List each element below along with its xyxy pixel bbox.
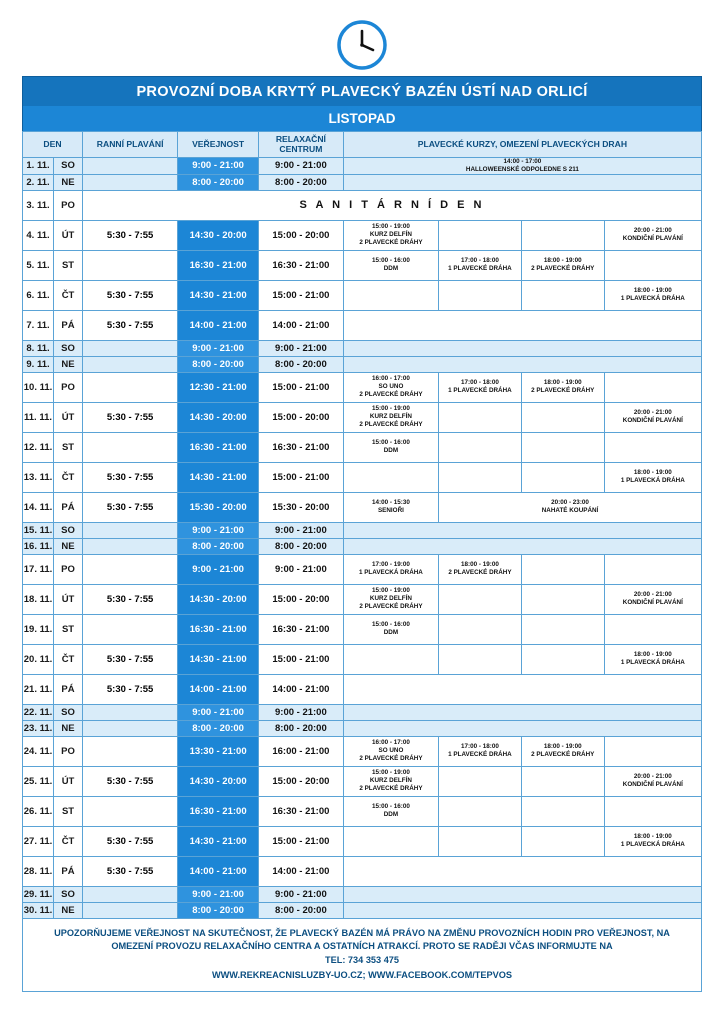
cell-date: 9. 11. xyxy=(23,356,54,372)
table-row xyxy=(23,720,702,736)
cell-weekday: NE xyxy=(54,902,83,918)
cell-date: 5. 11. xyxy=(23,250,54,280)
cell-morning-swim xyxy=(83,250,178,280)
cell-weekday: SO xyxy=(54,704,83,720)
table-header xyxy=(23,132,702,158)
table-row xyxy=(23,704,702,720)
cell-morning-swim xyxy=(83,538,178,554)
cell-course: 20:00 - 23:00 NAHATÉ KOUPÁNÍ xyxy=(439,492,702,522)
table-row xyxy=(23,280,702,310)
cell-course: 20:00 - 21:00 KONDIČNÍ PLAVÁNÍ xyxy=(604,402,701,432)
cell-course xyxy=(521,280,604,310)
cell-course: 14:00 - 17:00 HALLOWEENSKÉ ODPOLEDNE S 211 xyxy=(343,158,701,175)
cell-course xyxy=(343,826,438,856)
cell-relax-hours: 8:00 - 20:00 xyxy=(258,356,343,372)
cell-relax-hours: 15:00 - 21:00 xyxy=(258,644,343,674)
cell-course xyxy=(343,174,701,190)
cell-weekday: PÁ xyxy=(54,674,83,704)
col-header-courses: PLAVECKÉ KURZY, OMEZENÍ PLAVECKÝCH DRAH xyxy=(343,132,701,158)
cell-relax-hours: 15:00 - 21:00 xyxy=(258,280,343,310)
cell-relax-hours: 14:00 - 21:00 xyxy=(258,856,343,886)
cell-date: 27. 11. xyxy=(23,826,54,856)
cell-course xyxy=(343,644,438,674)
cell-date: 13. 11. xyxy=(23,462,54,492)
cell-weekday: SO xyxy=(54,340,83,356)
cell-course xyxy=(343,462,438,492)
cell-morning-swim: 5:30 - 7:55 xyxy=(83,402,178,432)
cell-morning-swim xyxy=(83,736,178,766)
cell-morning-swim: 5:30 - 7:55 xyxy=(83,766,178,796)
cell-date: 28. 11. xyxy=(23,856,54,886)
cell-course xyxy=(343,674,701,704)
cell-date: 17. 11. xyxy=(23,554,54,584)
table-row xyxy=(23,796,702,826)
cell-date: 14. 11. xyxy=(23,492,54,522)
table-row xyxy=(23,190,702,220)
cell-public-hours: 13:30 - 21:00 xyxy=(178,736,259,766)
cell-morning-swim xyxy=(83,158,178,175)
month-label: LISTOPAD xyxy=(22,106,702,131)
cell-morning-swim xyxy=(83,704,178,720)
table-row xyxy=(23,522,702,538)
cell-weekday: PO xyxy=(54,190,83,220)
footer-phone: TEL: 734 353 475 xyxy=(324,955,400,966)
cell-relax-hours: 16:30 - 21:00 xyxy=(258,432,343,462)
cell-public-hours: 9:00 - 21:00 xyxy=(178,522,259,538)
cell-weekday: SO xyxy=(54,158,83,175)
cell-weekday: ST xyxy=(54,796,83,826)
cell-relax-hours: 14:00 - 21:00 xyxy=(258,674,343,704)
cell-weekday: PO xyxy=(54,372,83,402)
cell-relax-hours: 16:30 - 21:00 xyxy=(258,796,343,826)
cell-course xyxy=(343,704,701,720)
cell-weekday: ST xyxy=(54,614,83,644)
table-row xyxy=(23,736,702,766)
cell-course xyxy=(343,856,701,886)
cell-course: 15:00 - 16:00 DDM xyxy=(343,796,438,826)
cell-course xyxy=(604,736,701,766)
cell-relax-hours: 9:00 - 21:00 xyxy=(258,158,343,175)
cell-morning-swim xyxy=(83,796,178,826)
cell-public-hours: 9:00 - 21:00 xyxy=(178,704,259,720)
cell-weekday: ÚT xyxy=(54,584,83,614)
cell-date: 15. 11. xyxy=(23,522,54,538)
table-row xyxy=(23,614,702,644)
cell-relax-hours: 8:00 - 20:00 xyxy=(258,720,343,736)
cell-relax-hours: 15:00 - 21:00 xyxy=(258,462,343,492)
col-header-relax: RELAXAČNÍ CENTRUM xyxy=(258,132,343,158)
cell-weekday: ST xyxy=(54,432,83,462)
cell-relax-hours: 9:00 - 21:00 xyxy=(258,886,343,902)
cell-course xyxy=(343,902,701,918)
cell-course: 20:00 - 21:00 KONDIČNÍ PLAVÁNÍ xyxy=(604,220,701,250)
cell-course xyxy=(343,280,438,310)
cell-date: 30. 11. xyxy=(23,902,54,918)
cell-relax-hours: 16:30 - 21:00 xyxy=(258,250,343,280)
cell-course xyxy=(521,584,604,614)
cell-relax-hours: 15:00 - 20:00 xyxy=(258,584,343,614)
cell-relax-hours: 8:00 - 20:00 xyxy=(258,902,343,918)
cell-weekday: ČT xyxy=(54,644,83,674)
cell-public-hours: 16:30 - 21:00 xyxy=(178,796,259,826)
cell-course: 17:00 - 19:00 1 PLAVECKÁ DRÁHA xyxy=(343,554,438,584)
cell-morning-swim xyxy=(83,720,178,736)
table-body xyxy=(23,158,702,919)
cell-date: 11. 11. xyxy=(23,402,54,432)
cell-public-hours: 9:00 - 21:00 xyxy=(178,340,259,356)
table-row xyxy=(23,340,702,356)
cell-morning-swim: 5:30 - 7:55 xyxy=(83,220,178,250)
table-row xyxy=(23,554,702,584)
cell-course xyxy=(343,356,701,372)
table-row xyxy=(23,902,702,918)
cell-course: 15:00 - 19:00 KURZ DELFÍN 2 PLAVECKÉ DRÁHY xyxy=(343,766,438,796)
cell-weekday: PÁ xyxy=(54,310,83,340)
cell-course: 17:00 - 18:00 1 PLAVECKÉ DRÁHA xyxy=(439,736,522,766)
cell-date: 3. 11. xyxy=(23,190,54,220)
col-header-morning: RANNÍ PLAVÁNÍ xyxy=(83,132,178,158)
cell-relax-hours: 9:00 - 21:00 xyxy=(258,704,343,720)
cell-course xyxy=(343,310,701,340)
cell-course xyxy=(521,826,604,856)
footer-line-1: UPOZORŇUJEME VEŘEJNOST NA SKUTEČNOST, ŽE PLAVECKÝ BAZÉN MÁ PRÁVO NA ZMĚNU PROVOZNÍCH HODIN PRO xyxy=(54,927,595,938)
cell-public-hours: 8:00 - 20:00 xyxy=(178,538,259,554)
cell-course xyxy=(343,886,701,902)
cell-course xyxy=(604,372,701,402)
cell-relax-hours: 15:00 - 20:00 xyxy=(258,220,343,250)
cell-relax-hours: 9:00 - 21:00 xyxy=(258,554,343,584)
cell-course xyxy=(521,554,604,584)
cell-course xyxy=(439,432,522,462)
cell-public-hours: 16:30 - 21:00 xyxy=(178,250,259,280)
cell-course xyxy=(521,402,604,432)
cell-morning-swim: 5:30 - 7:55 xyxy=(83,462,178,492)
cell-date: 24. 11. xyxy=(23,736,54,766)
cell-weekday: ČT xyxy=(54,826,83,856)
schedule-table xyxy=(22,131,702,919)
cell-course: 18:00 - 19:00 2 PLAVECKÉ DRÁHY xyxy=(521,250,604,280)
cell-course xyxy=(604,554,701,584)
cell-weekday: NE xyxy=(54,538,83,554)
cell-course: 15:00 - 19:00 KURZ DELFÍN 2 PLAVECKÉ DRÁHY xyxy=(343,584,438,614)
cell-course: 18:00 - 19:00 1 PLAVECKÁ DRÁHA xyxy=(604,462,701,492)
cell-course xyxy=(521,220,604,250)
cell-course: 15:00 - 16:00 DDM xyxy=(343,614,438,644)
cell-course: 16:00 - 17:00 SO UNO 2 PLAVECKÉ DRÁHY xyxy=(343,736,438,766)
cell-date: 26. 11. xyxy=(23,796,54,826)
cell-public-hours: 14:30 - 20:00 xyxy=(178,766,259,796)
footer-line-2: VEŘEJNOST, NA OMEZENÍ PROVOZU RELAXAČNÍHO CENTRA A OSTATNÍCH ATRAKCÍ. PROTO SE RADĚJI VČAS INFORMUJTE NA xyxy=(111,927,670,952)
cell-weekday: NE xyxy=(54,720,83,736)
cell-public-hours: 12:30 - 21:00 xyxy=(178,372,259,402)
cell-morning-swim xyxy=(83,554,178,584)
footer-web: WWW.REKREACNISLUZBY-UO.CZ; WWW.FACEBOOK.COM/TEPVOS xyxy=(211,969,513,980)
cell-course xyxy=(521,462,604,492)
cell-date: 21. 11. xyxy=(23,674,54,704)
table-row xyxy=(23,886,702,902)
cell-course: 18:00 - 19:00 2 PLAVECKÉ DRÁHY xyxy=(521,372,604,402)
col-header-public: VEŘEJNOST xyxy=(178,132,259,158)
cell-course xyxy=(343,340,701,356)
cell-relax-hours: 16:30 - 21:00 xyxy=(258,614,343,644)
cell-course: 17:00 - 18:00 1 PLAVECKÉ DRÁHA xyxy=(439,372,522,402)
cell-course xyxy=(521,644,604,674)
cell-weekday: PÁ xyxy=(54,492,83,522)
table-row xyxy=(23,462,702,492)
cell-public-hours: 14:30 - 21:00 xyxy=(178,462,259,492)
cell-public-hours: 8:00 - 20:00 xyxy=(178,720,259,736)
clock-logo xyxy=(22,14,702,76)
cell-course xyxy=(521,766,604,796)
cell-relax-hours: 8:00 - 20:00 xyxy=(258,174,343,190)
cell-morning-swim: 5:30 - 7:55 xyxy=(83,856,178,886)
cell-course xyxy=(343,720,701,736)
cell-morning-swim xyxy=(83,174,178,190)
table-row xyxy=(23,674,702,704)
cell-course xyxy=(439,402,522,432)
cell-public-hours: 14:00 - 21:00 xyxy=(178,856,259,886)
page-title: PROVOZNÍ DOBA KRYTÝ PLAVECKÝ BAZÉN ÚSTÍ NAD ORLICÍ xyxy=(22,76,702,106)
table-row xyxy=(23,158,702,175)
cell-morning-swim: 5:30 - 7:55 xyxy=(83,584,178,614)
cell-public-hours: 16:30 - 21:00 xyxy=(178,614,259,644)
cell-date: 12. 11. xyxy=(23,432,54,462)
cell-date: 10. 11. xyxy=(23,372,54,402)
cell-weekday: NE xyxy=(54,356,83,372)
cell-date: 2. 11. xyxy=(23,174,54,190)
cell-course xyxy=(439,644,522,674)
cell-public-hours: 14:30 - 21:00 xyxy=(178,280,259,310)
cell-course: 16:00 - 17:00 SO UNO 2 PLAVECKÉ DRÁHY xyxy=(343,372,438,402)
cell-public-hours: 14:00 - 21:00 xyxy=(178,310,259,340)
cell-weekday: PÁ xyxy=(54,856,83,886)
cell-course xyxy=(439,796,522,826)
cell-public-hours: 9:00 - 21:00 xyxy=(178,886,259,902)
cell-morning-swim: 5:30 - 7:55 xyxy=(83,826,178,856)
cell-weekday: ČT xyxy=(54,280,83,310)
cell-public-hours: 8:00 - 20:00 xyxy=(178,902,259,918)
cell-course: 18:00 - 19:00 2 PLAVECKÉ DRÁHY xyxy=(521,736,604,766)
cell-public-hours: 8:00 - 20:00 xyxy=(178,174,259,190)
cell-course xyxy=(439,280,522,310)
cell-date: 8. 11. xyxy=(23,340,54,356)
cell-relax-hours: 15:00 - 21:00 xyxy=(258,826,343,856)
cell-course: 18:00 - 19:00 2 PLAVECKÉ DRÁHY xyxy=(439,554,522,584)
cell-course xyxy=(439,584,522,614)
cell-relax-hours: 15:00 - 20:00 xyxy=(258,402,343,432)
cell-course: 15:00 - 19:00 KURZ DELFÍN 2 PLAVECKÉ DRÁHY xyxy=(343,402,438,432)
cell-course xyxy=(604,614,701,644)
cell-course xyxy=(343,538,701,554)
cell-course xyxy=(439,462,522,492)
cell-morning-swim: 5:30 - 7:55 xyxy=(83,280,178,310)
cell-relax-hours: 15:00 - 21:00 xyxy=(258,372,343,402)
table-row xyxy=(23,432,702,462)
table-row xyxy=(23,492,702,522)
cell-public-hours: 14:30 - 20:00 xyxy=(178,402,259,432)
table-row xyxy=(23,584,702,614)
table-row xyxy=(23,766,702,796)
clock-icon xyxy=(334,17,390,73)
cell-date: 25. 11. xyxy=(23,766,54,796)
table-row xyxy=(23,644,702,674)
table-row xyxy=(23,220,702,250)
cell-public-hours: 14:00 - 21:00 xyxy=(178,674,259,704)
cell-weekday: NE xyxy=(54,174,83,190)
cell-course: 14:00 - 15:30 SENIOŘI xyxy=(343,492,438,522)
cell-weekday: PO xyxy=(54,554,83,584)
cell-morning-swim xyxy=(83,614,178,644)
cell-morning-swim: 5:30 - 7:55 xyxy=(83,674,178,704)
cell-course: 18:00 - 19:00 1 PLAVECKÁ DRÁHA xyxy=(604,644,701,674)
cell-weekday: ÚT xyxy=(54,402,83,432)
cell-date: 4. 11. xyxy=(23,220,54,250)
cell-weekday: PO xyxy=(54,736,83,766)
cell-date: 22. 11. xyxy=(23,704,54,720)
cell-date: 20. 11. xyxy=(23,644,54,674)
col-header-day: DEN xyxy=(23,132,83,158)
cell-morning-swim: 5:30 - 7:55 xyxy=(83,492,178,522)
cell-course xyxy=(521,796,604,826)
cell-relax-hours: 16:00 - 21:00 xyxy=(258,736,343,766)
cell-course xyxy=(439,614,522,644)
table-row xyxy=(23,538,702,554)
cell-date: 16. 11. xyxy=(23,538,54,554)
cell-course: 15:00 - 16:00 DDM xyxy=(343,250,438,280)
cell-public-hours: 15:30 - 20:00 xyxy=(178,492,259,522)
cell-course xyxy=(343,522,701,538)
cell-course: 15:00 - 16:00 DDM xyxy=(343,432,438,462)
cell-weekday: SO xyxy=(54,886,83,902)
table-row xyxy=(23,174,702,190)
cell-date: 7. 11. xyxy=(23,310,54,340)
cell-date: 1. 11. xyxy=(23,158,54,175)
cell-relax-hours: 8:00 - 20:00 xyxy=(258,538,343,554)
cell-course xyxy=(521,432,604,462)
cell-date: 6. 11. xyxy=(23,280,54,310)
cell-relax-hours: 15:00 - 20:00 xyxy=(258,766,343,796)
cell-morning-swim xyxy=(83,902,178,918)
cell-course xyxy=(439,766,522,796)
cell-course: 20:00 - 21:00 KONDIČNÍ PLAVÁNÍ xyxy=(604,766,701,796)
cell-morning-swim xyxy=(83,886,178,902)
cell-public-hours: 14:30 - 20:00 xyxy=(178,584,259,614)
table-row xyxy=(23,356,702,372)
cell-course: 18:00 - 19:00 1 PLAVECKÁ DRÁHA xyxy=(604,826,701,856)
cell-date: 23. 11. xyxy=(23,720,54,736)
cell-course xyxy=(439,220,522,250)
table-row xyxy=(23,826,702,856)
cell-sanitary-day: S A N I T Á R N Í D E N xyxy=(83,190,702,220)
cell-date: 18. 11. xyxy=(23,584,54,614)
cell-morning-swim xyxy=(83,356,178,372)
cell-relax-hours: 9:00 - 21:00 xyxy=(258,340,343,356)
cell-weekday: ST xyxy=(54,250,83,280)
cell-public-hours: 14:30 - 20:00 xyxy=(178,220,259,250)
cell-relax-hours: 14:00 - 21:00 xyxy=(258,310,343,340)
cell-course xyxy=(604,432,701,462)
cell-morning-swim xyxy=(83,340,178,356)
cell-course: 18:00 - 19:00 1 PLAVECKÁ DRÁHA xyxy=(604,280,701,310)
cell-weekday: ÚT xyxy=(54,220,83,250)
footer-note xyxy=(22,919,702,992)
cell-morning-swim xyxy=(83,372,178,402)
cell-weekday: ÚT xyxy=(54,766,83,796)
cell-weekday: ČT xyxy=(54,462,83,492)
cell-morning-swim xyxy=(83,522,178,538)
table-row xyxy=(23,310,702,340)
cell-date: 19. 11. xyxy=(23,614,54,644)
cell-morning-swim: 5:30 - 7:55 xyxy=(83,310,178,340)
cell-course xyxy=(439,826,522,856)
table-row xyxy=(23,856,702,886)
cell-morning-swim xyxy=(83,432,178,462)
table-row xyxy=(23,402,702,432)
cell-relax-hours: 15:30 - 20:00 xyxy=(258,492,343,522)
cell-course xyxy=(604,796,701,826)
cell-course xyxy=(521,614,604,644)
cell-course: 20:00 - 21:00 KONDIČNÍ PLAVÁNÍ xyxy=(604,584,701,614)
table-row xyxy=(23,372,702,402)
cell-course xyxy=(604,250,701,280)
cell-course: 15:00 - 19:00 KURZ DELFÍN 2 PLAVECKÉ DRÁHY xyxy=(343,220,438,250)
cell-morning-swim: 5:30 - 7:55 xyxy=(83,644,178,674)
cell-date: 29. 11. xyxy=(23,886,54,902)
cell-public-hours: 16:30 - 21:00 xyxy=(178,432,259,462)
cell-public-hours: 9:00 - 21:00 xyxy=(178,554,259,584)
cell-public-hours: 14:30 - 21:00 xyxy=(178,826,259,856)
cell-weekday: SO xyxy=(54,522,83,538)
cell-course: 17:00 - 18:00 1 PLAVECKÉ DRÁHA xyxy=(439,250,522,280)
cell-public-hours: 9:00 - 21:00 xyxy=(178,158,259,175)
table-row xyxy=(23,250,702,280)
cell-relax-hours: 9:00 - 21:00 xyxy=(258,522,343,538)
cell-public-hours: 14:30 - 21:00 xyxy=(178,644,259,674)
cell-public-hours: 8:00 - 20:00 xyxy=(178,356,259,372)
